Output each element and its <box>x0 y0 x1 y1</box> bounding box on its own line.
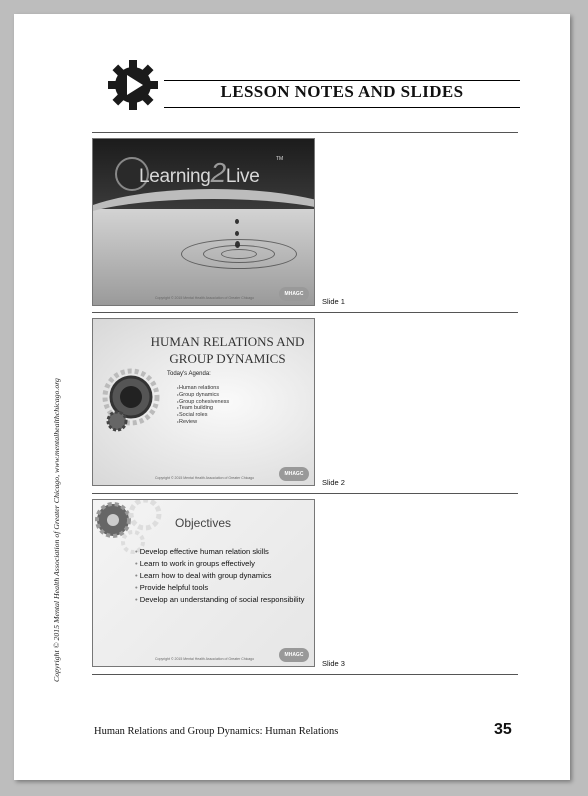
water-drop <box>235 231 239 236</box>
slide-3-thumbnail <box>92 499 315 667</box>
footer-title: Human Relations and Group Dynamics: Human Relations <box>94 726 339 737</box>
play-gear-icon <box>108 60 158 110</box>
learning2live-logo: Learning2Live <box>139 157 260 188</box>
side-copyright: Copyright © 2015 Mental Health Association of Greater Chicago, www.mentalhealthchicago.org <box>52 378 61 682</box>
slide-1-thumbnail <box>92 138 315 306</box>
list-item: ▸ Team building <box>177 405 229 412</box>
list-item: • Learn how to deal with group dynamics <box>135 570 305 582</box>
slide-copyright: Copyright © 2015 Mental Health Association of Greater Chicago <box>155 296 255 300</box>
header-rule-bottom <box>164 107 520 108</box>
list-item: • Learn to work in groups effectively <box>135 558 305 570</box>
mhagc-badge: MHAGC <box>279 467 309 481</box>
header-rule-top <box>164 80 520 81</box>
agenda-heading: Today's Agenda: <box>167 371 211 377</box>
list-item: ▸ Social roles <box>177 412 229 419</box>
list-item: • Provide helpful tools <box>135 582 305 594</box>
slide-3-label: Slide 3 <box>322 659 345 668</box>
divider <box>92 493 518 494</box>
head-gears-icon <box>101 361 167 437</box>
list-item: • Develop effective human relation skills <box>135 546 305 558</box>
trademark: TM <box>276 156 284 162</box>
slide-1-label: Slide 1 <box>322 297 345 306</box>
agenda-list <box>177 385 229 426</box>
slide-title: HUMAN RELATIONS AND GROUP DYNAMICS <box>150 334 305 366</box>
slide-2-label: Slide 2 <box>322 478 345 487</box>
objectives-list <box>135 546 305 606</box>
divider <box>92 312 518 313</box>
list-item: ▸ Group cohesiveness <box>177 399 229 406</box>
divider <box>92 674 518 675</box>
list-item: • Develop an understanding of social responsibility <box>135 594 305 606</box>
mhagc-badge: MHAGC <box>279 648 309 662</box>
page-header <box>94 60 520 120</box>
ripple <box>181 239 297 269</box>
mhagc-badge: MHAGC <box>279 287 309 301</box>
slide-copyright: Copyright © 2015 Mental Health Association of Greater Chicago <box>155 476 255 480</box>
list-item: ▸ Human relations <box>177 385 229 392</box>
list-item: ▸ Group dynamics <box>177 392 229 399</box>
slide-copyright: Copyright © 2015 Mental Health Association of Greater Chicago <box>155 657 255 661</box>
divider <box>92 132 518 133</box>
page-title: LESSON NOTES AND SLIDES <box>220 82 464 101</box>
water-drop <box>235 219 239 224</box>
slide-2-thumbnail <box>92 318 315 486</box>
slide-title: Objectives <box>175 516 232 530</box>
list-item: ▸ Review <box>177 419 229 426</box>
page-number: 35 <box>494 721 512 738</box>
